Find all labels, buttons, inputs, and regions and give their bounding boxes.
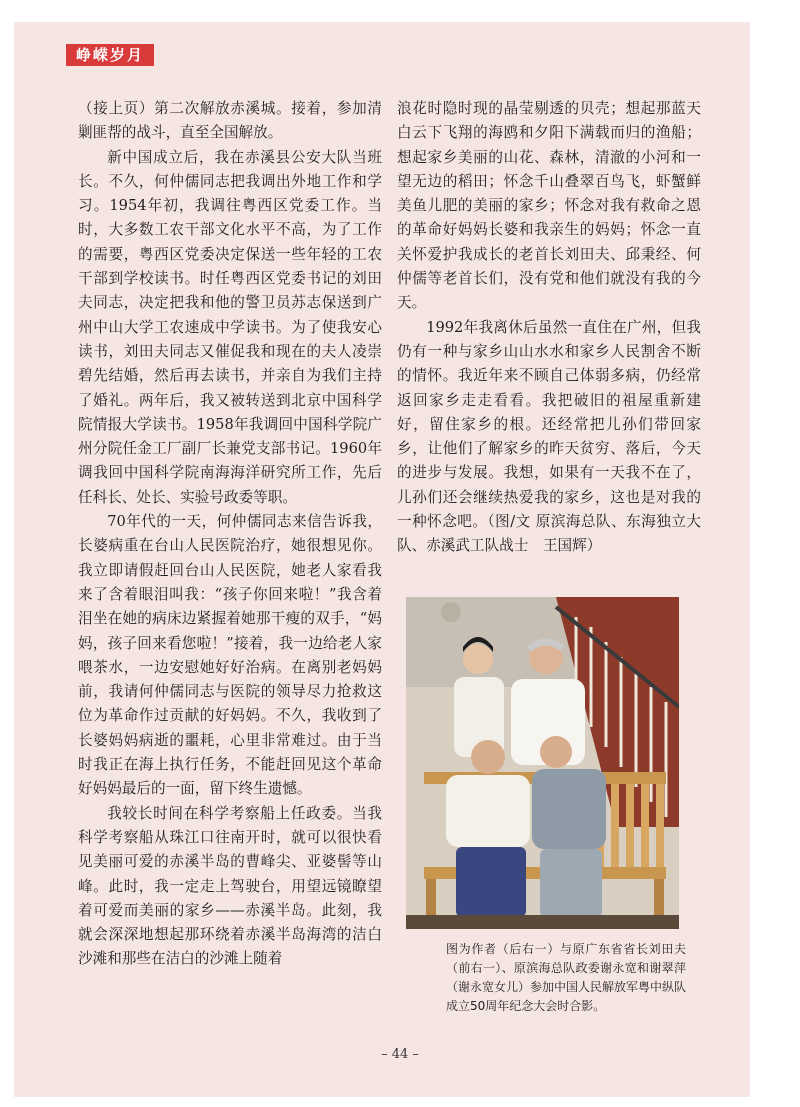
article-left-column <box>78 97 382 972</box>
article-paragraph: 70年代的一天，何仲儒同志来信告诉我，长婆病重在台山人民医院治疗，她很想见你。我立即请假赶回台山人民医院，她老人家看我来了含着眼泪叫我：“孩子你回来啦！”我含着泪坐在她的病床边紧握着她那干瘦的双手，“妈妈，孩子回来看您啦！”接着，我一边给老人家喂茶水，一边安慰她好好治病。在离别老妈妈前，我请何仲儒同志与医院的领导尽力抢救这位为革命作过贡献的好妈妈。不久，我收到了长婆妈妈病逝的噩耗，心里非常难过。由于当时我正在海上执行任务，不能赶回见这个革命好妈妈最后的一面，留下终生遗憾。 <box>78 513 382 798</box>
section-label: 峥嵘岁月 <box>66 44 154 66</box>
group-photo <box>406 597 679 929</box>
article-right-column <box>397 97 701 559</box>
article-paragraph: 浪花时隐时现的晶莹剔透的贝壳；想起那蓝天白云下飞翔的海鸥和夕阳下满载而归的渔船；想起家乡美丽的山花、森林，清澈的小河和一望无边的稻田；怀念千山叠翠百鸟飞，虾蟹鲜美鱼儿肥的美丽的家乡；怀念对我有救命之恩的革命好妈妈长婆和我亲生的妈妈；怀念一直关怀爱护我成长的老首长刘田夫、邱秉经、何仲儒等老首长们，没有党和他们就没有我的今天。 <box>397 100 701 312</box>
page-number: – 44 – <box>381 1047 419 1062</box>
article-paragraph: 新中国成立后，我在赤溪县公安大队当班长。不久，何仲儒同志把我调出外地工作和学习。1954年初，我调往粤西区党委工作。当时，大多数工农干部文化水平不高，为了工作的需要，粤西区党委决定保送一些年轻的工农干部到学校读书。时任粤西区党委书记的刘田夫同志，决定把我和他的警卫员苏志保送到广州中山大学工农速成中学读书。为了使我安心读书，刘田夫同志又催促我和现在的夫人凌崇碧先结婚，然后再去读书，并亲自为我们主持了婚礼。两年后，我又被转送到北京中国科学院情报大学读书。1958年我调回中国科学院广州分院任金工厂副厂长兼党支部书记。1960年调我回中国科学院南海海洋研究所工作，先后任科长、处长、实验号政委等职。 <box>78 148 382 506</box>
article-paragraph: （接上页）第二次解放赤溪城。接着，参加清剿匪帮的战斗，直至全国解放。 <box>78 100 382 142</box>
photo-caption: 图为作者（后右一）与原广东省省长刘田夫（前右一）、原滨海总队政委谢永宽和谢翠萍（谢永宽女儿）参加中国人民解放军粤中纵队成立50周年纪念大会时合影。 <box>446 942 687 1013</box>
article-paragraph: 1992年我离休后虽然一直住在广州，但我仍有一种与家乡山山水水和家乡人民割舍不断的情怀。我近年来不顾自己体弱多病，仍经常返回家乡走走看看。我把破旧的祖屋重新建好，留住家乡的根。还经常把儿孙们带回家乡，让他们了解家乡的昨天贫穷、落后，今天的进步与发展。我想，如果有一天我不在了，儿孙们还会继续热爱我的家乡，这也是对我的一种怀念吧。（图/文 原滨海总队、东海独立大队、赤溪武工队战士 王国辉） <box>397 318 701 555</box>
article-paragraph: 我较长时间在科学考察船上任政委。当我科学考察船从珠江口往南开时，就可以很快看见美丽可爱的赤溪半岛的曹峰尖、亚婆髻等山峰。此时，我一定走上驾驶台，用望远镜瞭望着可爱而美丽的家乡——赤溪半岛。此刻，我就会深深地想起那环绕着赤溪半岛海湾的洁白沙滩和那些在洁白的沙滩上随着 <box>78 804 382 968</box>
